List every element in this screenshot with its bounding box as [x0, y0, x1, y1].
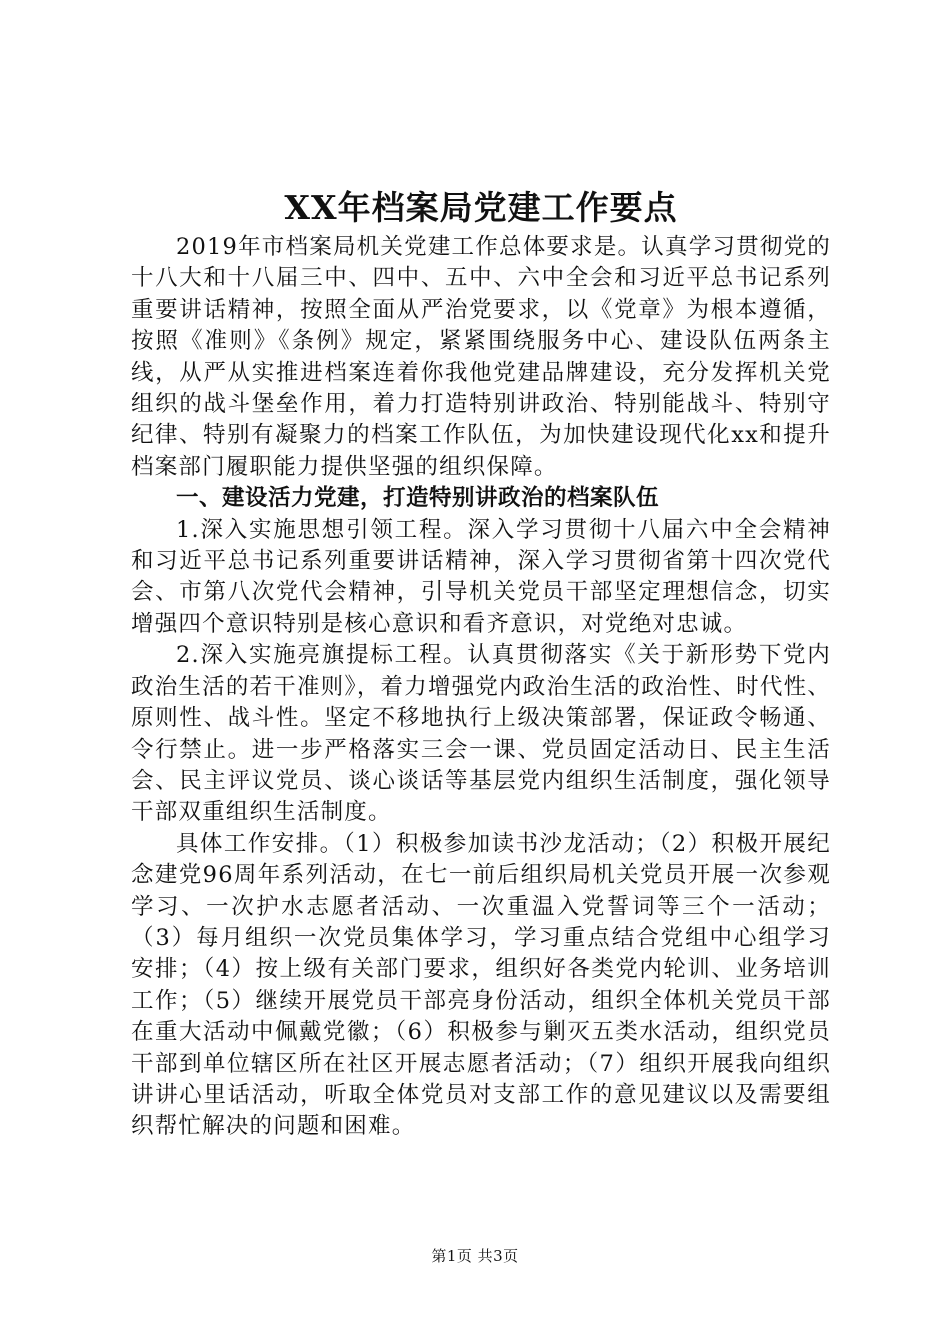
work-arrangement-paragraph: 具体工作安排。（1）积极参加读书沙龙活动；（2）积极开展纪念建党96周年系列活动，在七一前后组织局机关党员开展一次参观学习、一次护水志愿者活动、一次重温入党誓词等三个一活动；（3）每月组织一次党员集体学习，学习重点结合党组中心组学习安排；（4）按上级有关部门要求，组织好各类党内轮训、业务培训工作；（5）继续开展党员干部亮身份活动，组织全体机关党员干部在重大活动中佩戴党徽；（6）积极参与剿灭五类水活动，组织党员干部到单位辖区所在社区开展志愿者活动；（7）组织开展我向组织讲讲心里话活动，听取全体党员对支部工作的意见建议以及需要组织帮忙解决的问题和困难。 — [131, 830, 831, 1140]
item-paragraph-1: 1.深入实施思想引领工程。深入学习贯彻十八届六中全会精神和习近平总书记系列重要讲话精神，深入学习贯彻省第十四次党代会、市第八次党代会精神，引导机关党员干部坚定理想信念，切实增强四个意识特别是核心意识和看齐意识，对党绝对忠诚。 — [131, 516, 831, 637]
section-heading: 一、建设活力党建，打造特别讲政治的档案队伍 — [176, 485, 660, 512]
document-title: XX年档案局党建工作要点 — [284, 188, 678, 227]
item-paragraph-2: 2.深入实施亮旗提标工程。认真贯彻落实《关于新形势下党内政治生活的若干准则》，着力增强党内政治生活的政治性、时代性、原则性、战斗性。坚定不移地执行上级决策部署，保证政令畅通、令行禁止。进一步严格落实三会一课、党员固定活动日、民主生活会、民主评议党员、谈心谈话等基层党内组织生活制度，强化领导干部双重组织生活制度。 — [131, 642, 831, 826]
document-page — [131, 186, 831, 1143]
intro-paragraph: 2019年市档案局机关党建工作总体要求是。认真学习贯彻党的十八大和十八届三中、四中、五中、六中全会和习近平总书记系列重要讲话精神，按照全面从严治党要求，以《党章》为根本遵循，按照《准则》《条例》规定，紧紧围绕服务中心、建设队伍两条主线，从严从实推进档案连着你我他党建品牌建设，充分发挥机关党组织的战斗堡垒作用，着力打造特别讲政治、特别能战斗、特别守纪律、特别有凝聚力的档案工作队伍，为加快建设现代化xx和提升档案部门履职能力提供坚强的组织保障。 — [131, 234, 831, 480]
page-footer: 第1页 共3页 — [431, 1247, 519, 1265]
